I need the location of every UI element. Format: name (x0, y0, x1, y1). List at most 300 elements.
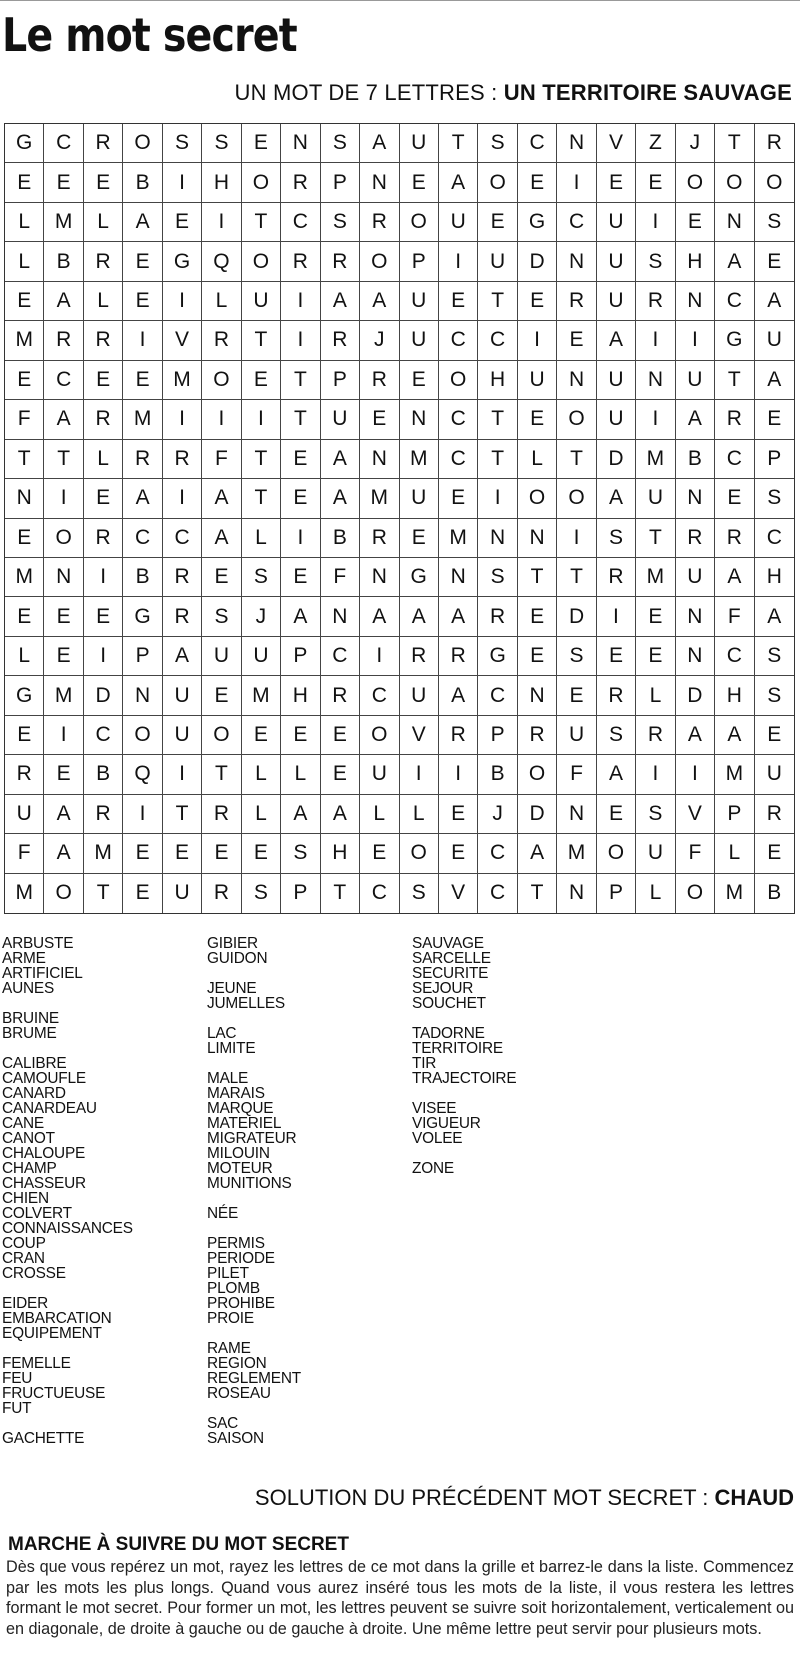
grid-cell[interactable]: P (281, 874, 320, 913)
grid-cell[interactable]: U (163, 874, 202, 913)
grid-cell[interactable]: S (755, 676, 794, 715)
grid-cell[interactable]: S (597, 519, 636, 558)
grid-cell[interactable]: N (676, 597, 715, 636)
grid-cell[interactable]: A (755, 597, 794, 636)
grid-cell[interactable]: M (5, 874, 44, 913)
grid-cell[interactable]: O (242, 242, 281, 281)
grid-cell[interactable]: F (715, 597, 754, 636)
grid-cell[interactable]: G (5, 124, 44, 163)
grid-cell[interactable]: L (281, 755, 320, 794)
grid-cell[interactable]: O (202, 361, 241, 400)
grid-cell[interactable]: I (636, 400, 675, 439)
grid-cell[interactable]: B (123, 163, 162, 202)
grid-cell[interactable]: N (5, 479, 44, 518)
grid-cell[interactable]: H (676, 242, 715, 281)
grid-cell[interactable]: E (281, 716, 320, 755)
grid-cell[interactable]: P (597, 874, 636, 913)
grid-cell[interactable]: S (755, 637, 794, 676)
grid-cell[interactable]: E (5, 519, 44, 558)
grid-cell[interactable]: C (44, 124, 83, 163)
grid-cell[interactable]: A (44, 834, 83, 873)
grid-cell[interactable]: E (202, 834, 241, 873)
grid-cell[interactable]: N (676, 637, 715, 676)
grid-cell[interactable]: A (202, 519, 241, 558)
grid-cell[interactable]: A (321, 440, 360, 479)
grid-cell[interactable]: R (84, 795, 123, 834)
grid-cell[interactable]: E (5, 163, 44, 202)
grid-cell[interactable]: M (163, 361, 202, 400)
grid-cell[interactable]: T (321, 874, 360, 913)
grid-cell[interactable]: E (636, 637, 675, 676)
grid-cell[interactable]: B (478, 755, 517, 794)
grid-cell[interactable]: E (5, 282, 44, 321)
grid-cell[interactable]: L (360, 795, 399, 834)
grid-cell[interactable]: A (321, 479, 360, 518)
grid-cell[interactable]: L (5, 242, 44, 281)
grid-cell[interactable]: U (360, 755, 399, 794)
grid-cell[interactable]: E (84, 479, 123, 518)
grid-cell[interactable]: I (163, 282, 202, 321)
grid-cell[interactable]: E (755, 400, 794, 439)
grid-cell[interactable]: E (5, 597, 44, 636)
grid-cell[interactable]: M (44, 203, 83, 242)
grid-cell[interactable]: A (715, 716, 754, 755)
grid-cell[interactable]: E (636, 597, 675, 636)
grid-cell[interactable]: L (84, 203, 123, 242)
grid-cell[interactable]: E (44, 163, 83, 202)
grid-cell[interactable]: L (636, 874, 675, 913)
grid-cell[interactable]: D (557, 597, 596, 636)
grid-cell[interactable]: T (715, 361, 754, 400)
grid-cell[interactable]: A (321, 795, 360, 834)
grid-cell[interactable]: I (636, 755, 675, 794)
grid-cell[interactable]: T (44, 440, 83, 479)
grid-cell[interactable]: U (597, 400, 636, 439)
grid-cell[interactable]: E (518, 400, 557, 439)
grid-cell[interactable]: N (557, 874, 596, 913)
grid-cell[interactable]: R (84, 124, 123, 163)
grid-cell[interactable]: H (715, 676, 754, 715)
grid-cell[interactable]: E (281, 558, 320, 597)
grid-cell[interactable]: R (84, 242, 123, 281)
grid-cell[interactable]: I (478, 479, 517, 518)
grid-cell[interactable]: N (557, 795, 596, 834)
grid-cell[interactable]: L (242, 795, 281, 834)
grid-cell[interactable]: O (597, 834, 636, 873)
grid-cell[interactable]: E (360, 400, 399, 439)
grid-cell[interactable]: E (636, 163, 675, 202)
grid-cell[interactable]: A (163, 637, 202, 676)
grid-cell[interactable]: V (439, 874, 478, 913)
grid-cell[interactable]: A (715, 242, 754, 281)
grid-cell[interactable]: A (597, 755, 636, 794)
grid-cell[interactable]: G (478, 637, 517, 676)
grid-cell[interactable]: I (439, 242, 478, 281)
grid-cell[interactable]: U (163, 676, 202, 715)
grid-cell[interactable]: T (281, 400, 320, 439)
grid-cell[interactable]: D (518, 795, 557, 834)
grid-cell[interactable]: E (755, 834, 794, 873)
grid-cell[interactable]: M (715, 755, 754, 794)
grid-cell[interactable]: E (44, 637, 83, 676)
grid-cell[interactable]: O (44, 519, 83, 558)
grid-cell[interactable]: Z (636, 124, 675, 163)
grid-cell[interactable]: E (676, 203, 715, 242)
grid-cell[interactable]: A (123, 479, 162, 518)
grid-cell[interactable]: I (163, 400, 202, 439)
grid-cell[interactable]: I (84, 558, 123, 597)
grid-cell[interactable]: T (242, 321, 281, 360)
grid-cell[interactable]: P (321, 163, 360, 202)
grid-cell[interactable]: N (636, 361, 675, 400)
grid-cell[interactable]: U (400, 282, 439, 321)
grid-cell[interactable]: P (715, 795, 754, 834)
grid-cell[interactable]: F (202, 440, 241, 479)
grid-cell[interactable]: I (242, 400, 281, 439)
grid-cell[interactable]: O (400, 203, 439, 242)
grid-cell[interactable]: A (400, 597, 439, 636)
grid-cell[interactable]: E (123, 834, 162, 873)
grid-cell[interactable]: A (676, 400, 715, 439)
grid-cell[interactable]: N (360, 440, 399, 479)
grid-cell[interactable]: S (163, 124, 202, 163)
grid-cell[interactable]: J (242, 597, 281, 636)
grid-cell[interactable]: U (636, 834, 675, 873)
grid-cell[interactable]: E (400, 361, 439, 400)
grid-cell[interactable]: R (715, 400, 754, 439)
grid-cell[interactable]: R (281, 163, 320, 202)
grid-cell[interactable]: C (163, 519, 202, 558)
grid-cell[interactable]: R (597, 676, 636, 715)
grid-cell[interactable]: E (439, 795, 478, 834)
grid-cell[interactable]: U (557, 716, 596, 755)
grid-cell[interactable]: D (597, 440, 636, 479)
grid-cell[interactable]: B (123, 558, 162, 597)
grid-cell[interactable]: I (676, 755, 715, 794)
grid-cell[interactable]: T (84, 874, 123, 913)
grid-cell[interactable]: E (242, 124, 281, 163)
grid-cell[interactable]: R (400, 637, 439, 676)
grid-cell[interactable]: R (5, 755, 44, 794)
grid-cell[interactable]: U (597, 282, 636, 321)
grid-cell[interactable]: T (281, 361, 320, 400)
grid-cell[interactable]: U (242, 282, 281, 321)
grid-cell[interactable]: C (360, 874, 399, 913)
grid-cell[interactable]: A (360, 282, 399, 321)
grid-cell[interactable]: T (518, 874, 557, 913)
grid-cell[interactable]: E (44, 755, 83, 794)
grid-cell[interactable]: U (597, 203, 636, 242)
grid-cell[interactable]: E (557, 676, 596, 715)
grid-cell[interactable]: M (636, 558, 675, 597)
grid-cell[interactable]: N (400, 400, 439, 439)
grid-cell[interactable]: A (123, 203, 162, 242)
grid-cell[interactable]: A (439, 676, 478, 715)
grid-cell[interactable]: O (676, 874, 715, 913)
grid-cell[interactable]: B (767, 881, 782, 905)
grid-cell[interactable]: U (5, 795, 44, 834)
grid-cell[interactable]: O (557, 479, 596, 518)
grid-cell[interactable]: G (123, 597, 162, 636)
grid-cell[interactable]: M (242, 676, 281, 715)
grid-cell[interactable]: C (44, 361, 83, 400)
grid-cell[interactable]: U (202, 637, 241, 676)
grid-cell[interactable]: E (478, 203, 517, 242)
grid-cell[interactable]: R (163, 558, 202, 597)
grid-cell[interactable]: Q (123, 755, 162, 794)
grid-cell[interactable]: B (44, 242, 83, 281)
grid-cell[interactable]: G (163, 242, 202, 281)
grid-cell[interactable]: M (557, 834, 596, 873)
grid-cell[interactable]: E (123, 282, 162, 321)
grid-cell[interactable]: A (281, 795, 320, 834)
grid-cell[interactable]: U (597, 242, 636, 281)
grid-cell[interactable]: R (557, 282, 596, 321)
grid-cell[interactable]: E (5, 361, 44, 400)
grid-cell[interactable]: F (5, 400, 44, 439)
grid-cell[interactable]: E (123, 874, 162, 913)
grid-cell[interactable]: O (715, 163, 754, 202)
grid-cell[interactable]: V (163, 321, 202, 360)
grid-cell[interactable]: M (44, 676, 83, 715)
grid-cell[interactable]: S (281, 834, 320, 873)
grid-cell[interactable]: R (84, 519, 123, 558)
grid-cell[interactable]: H (202, 163, 241, 202)
grid-cell[interactable]: E (5, 716, 44, 755)
grid-cell[interactable]: M (439, 519, 478, 558)
grid-cell[interactable]: M (5, 321, 44, 360)
grid-cell[interactable]: M (84, 834, 123, 873)
grid-cell[interactable]: L (715, 834, 754, 873)
grid-cell[interactable]: N (676, 282, 715, 321)
grid-cell[interactable]: R (163, 597, 202, 636)
grid-cell[interactable]: E (163, 203, 202, 242)
grid-cell[interactable]: A (439, 597, 478, 636)
grid-cell[interactable]: L (84, 440, 123, 479)
grid-cell[interactable]: O (518, 479, 557, 518)
grid-cell[interactable]: T (202, 755, 241, 794)
grid-cell[interactable]: L (242, 519, 281, 558)
grid-cell[interactable]: U (676, 558, 715, 597)
grid-cell[interactable]: T (242, 440, 281, 479)
grid-cell[interactable]: R (202, 874, 241, 913)
grid-cell[interactable]: N (478, 519, 517, 558)
grid-cell[interactable]: R (478, 597, 517, 636)
grid-cell[interactable]: I (84, 637, 123, 676)
grid-cell[interactable]: U (597, 361, 636, 400)
grid-cell[interactable]: R (518, 716, 557, 755)
grid-cell[interactable]: C (123, 519, 162, 558)
grid-cell[interactable]: C (439, 440, 478, 479)
grid-cell[interactable]: V (400, 716, 439, 755)
grid-cell[interactable]: L (5, 203, 44, 242)
grid-cell[interactable]: U (636, 479, 675, 518)
grid-cell[interactable]: O (478, 163, 517, 202)
grid-cell[interactable]: A (44, 400, 83, 439)
grid-cell[interactable]: G (5, 676, 44, 715)
grid-cell[interactable]: H (281, 676, 320, 715)
grid-cell[interactable]: A (44, 795, 83, 834)
grid-cell[interactable]: R (163, 440, 202, 479)
grid-cell[interactable]: I (557, 519, 596, 558)
grid-cell[interactable]: E (242, 716, 281, 755)
grid-cell[interactable]: D (84, 676, 123, 715)
grid-cell[interactable]: I (439, 755, 478, 794)
grid-cell[interactable]: R (360, 203, 399, 242)
grid-cell[interactable]: G (518, 203, 557, 242)
grid-cell[interactable]: S (400, 874, 439, 913)
grid-cell[interactable]: O (123, 716, 162, 755)
grid-cell[interactable]: R (597, 558, 636, 597)
grid-cell[interactable]: N (518, 676, 557, 715)
grid-cell[interactable]: L (518, 440, 557, 479)
grid-cell[interactable]: I (597, 597, 636, 636)
grid-cell[interactable]: A (597, 479, 636, 518)
grid-cell[interactable]: E (242, 361, 281, 400)
grid-cell[interactable]: I (202, 400, 241, 439)
grid-cell[interactable]: F (557, 755, 596, 794)
grid-cell[interactable]: S (478, 558, 517, 597)
grid-cell[interactable]: A (518, 834, 557, 873)
grid-cell[interactable]: R (321, 321, 360, 360)
grid-cell[interactable]: R (202, 321, 241, 360)
grid-cell[interactable]: E (518, 597, 557, 636)
grid-cell[interactable]: C (439, 321, 478, 360)
grid-cell[interactable]: E (84, 163, 123, 202)
grid-cell[interactable]: A (597, 321, 636, 360)
grid-cell[interactable]: R (281, 242, 320, 281)
grid-cell[interactable]: S (755, 203, 794, 242)
grid-cell[interactable]: P (281, 637, 320, 676)
grid-cell[interactable]: N (557, 361, 596, 400)
grid-cell[interactable]: R (44, 321, 83, 360)
grid-cell[interactable]: O (202, 716, 241, 755)
grid-cell[interactable]: N (518, 519, 557, 558)
grid-cell[interactable]: A (44, 282, 83, 321)
grid-cell[interactable]: C (478, 834, 517, 873)
grid-cell[interactable]: U (321, 400, 360, 439)
grid-cell[interactable]: R (202, 795, 241, 834)
grid-cell[interactable]: M (360, 479, 399, 518)
grid-cell[interactable]: I (281, 321, 320, 360)
grid-cell[interactable]: O (676, 163, 715, 202)
grid-cell[interactable]: C (321, 637, 360, 676)
grid-cell[interactable]: I (360, 637, 399, 676)
grid-cell[interactable]: E (439, 282, 478, 321)
grid-cell[interactable]: U (400, 321, 439, 360)
grid-cell[interactable]: O (557, 400, 596, 439)
grid-cell[interactable]: E (439, 834, 478, 873)
grid-cell[interactable]: O (755, 163, 794, 202)
grid-cell[interactable]: R (84, 400, 123, 439)
grid-cell[interactable]: E (242, 834, 281, 873)
grid-cell[interactable]: E (755, 716, 794, 755)
grid-cell[interactable]: A (439, 163, 478, 202)
grid-cell[interactable]: O (518, 755, 557, 794)
grid-cell[interactable]: Q (202, 242, 241, 281)
grid-cell[interactable]: B (84, 755, 123, 794)
grid-cell[interactable]: I (202, 203, 241, 242)
grid-cell[interactable]: N (281, 124, 320, 163)
grid-cell[interactable]: L (400, 795, 439, 834)
grid-cell[interactable]: E (84, 361, 123, 400)
grid-cell[interactable]: G (715, 321, 754, 360)
grid-cell[interactable]: E (44, 597, 83, 636)
grid-cell[interactable]: P (478, 716, 517, 755)
grid-cell[interactable]: E (84, 597, 123, 636)
grid-cell[interactable]: R (755, 124, 794, 163)
grid-cell[interactable]: E (400, 519, 439, 558)
grid-cell[interactable]: I (281, 519, 320, 558)
grid-cell[interactable]: M (715, 874, 754, 913)
grid-cell[interactable]: A (360, 597, 399, 636)
grid-cell[interactable]: P (755, 440, 794, 479)
grid-cell[interactable]: U (478, 242, 517, 281)
grid-cell[interactable]: N (439, 558, 478, 597)
grid-cell[interactable]: O (360, 716, 399, 755)
grid-cell[interactable]: I (636, 203, 675, 242)
grid-cell[interactable]: F (5, 834, 44, 873)
grid-cell[interactable]: E (321, 716, 360, 755)
grid-cell[interactable]: C (478, 321, 517, 360)
grid-cell[interactable]: I (636, 321, 675, 360)
grid-cell[interactable]: C (478, 676, 517, 715)
grid-cell[interactable]: S (242, 558, 281, 597)
grid-cell[interactable]: R (636, 282, 675, 321)
grid-cell[interactable]: E (202, 676, 241, 715)
grid-cell[interactable]: M (123, 400, 162, 439)
grid-cell[interactable]: C (715, 440, 754, 479)
grid-cell[interactable]: E (123, 361, 162, 400)
grid-cell[interactable]: R (123, 440, 162, 479)
grid-cell[interactable]: E (557, 321, 596, 360)
grid-cell[interactable]: E (518, 163, 557, 202)
grid-cell[interactable]: R (439, 637, 478, 676)
grid-cell[interactable]: E (400, 163, 439, 202)
grid-cell[interactable]: S (597, 716, 636, 755)
grid-cell[interactable]: C (84, 716, 123, 755)
grid-cell[interactable]: C (715, 637, 754, 676)
grid-cell[interactable]: J (676, 124, 715, 163)
grid-cell[interactable]: I (163, 479, 202, 518)
grid-cell[interactable]: S (321, 124, 360, 163)
grid-cell[interactable]: N (676, 479, 715, 518)
grid-cell[interactable]: T (478, 400, 517, 439)
grid-cell[interactable]: C (518, 124, 557, 163)
grid-cell[interactable]: L (242, 755, 281, 794)
grid-cell[interactable]: N (321, 597, 360, 636)
grid-cell[interactable]: U (676, 361, 715, 400)
grid-cell[interactable]: O (400, 834, 439, 873)
grid-cell[interactable]: H (478, 361, 517, 400)
grid-cell[interactable]: E (715, 479, 754, 518)
grid-cell[interactable]: U (755, 755, 794, 794)
grid-cell[interactable]: N (715, 203, 754, 242)
grid-cell[interactable]: I (518, 321, 557, 360)
grid-cell[interactable]: S (557, 637, 596, 676)
grid-cell[interactable]: A (202, 479, 241, 518)
grid-cell[interactable]: C (478, 874, 517, 913)
grid-cell[interactable]: S (321, 203, 360, 242)
grid-cell[interactable]: I (281, 282, 320, 321)
grid-cell[interactable]: C (557, 203, 596, 242)
grid-cell[interactable]: E (360, 834, 399, 873)
grid-cell[interactable]: R (360, 361, 399, 400)
grid-cell[interactable]: F (676, 834, 715, 873)
grid-cell[interactable]: T (242, 203, 281, 242)
grid-cell[interactable]: T (557, 558, 596, 597)
grid-cell[interactable]: S (755, 479, 794, 518)
